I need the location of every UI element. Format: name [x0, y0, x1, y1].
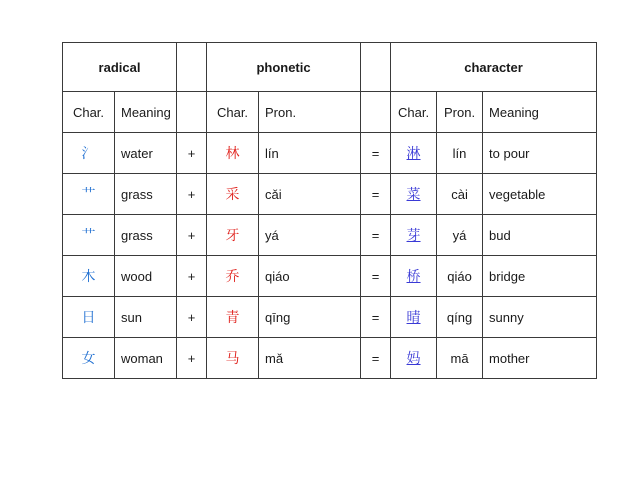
phonetic-pron-cell: qīng: [259, 297, 361, 338]
subheader-character-pron: Pron.: [437, 92, 483, 133]
phonetic-char-cell: 马: [207, 338, 259, 379]
character-pron-cell: lín: [437, 133, 483, 174]
phonetic-char-cell: 采: [207, 174, 259, 215]
character-meaning-cell: to pour: [483, 133, 597, 174]
subheader-spacer-plus: [177, 92, 207, 133]
subheader-phonetic-char: Char.: [207, 92, 259, 133]
character-pron-cell: mā: [437, 338, 483, 379]
radical-char-cell: 氵: [63, 133, 115, 174]
plus-operator: +: [177, 297, 207, 338]
group-header-spacer-plus: [177, 43, 207, 92]
equals-operator: =: [361, 297, 391, 338]
phonetic-pron-cell: qiáo: [259, 256, 361, 297]
character-pron-cell: cài: [437, 174, 483, 215]
phonetic-pron-cell: lín: [259, 133, 361, 174]
equals-operator: =: [361, 174, 391, 215]
radical-char-cell: 艹: [63, 174, 115, 215]
plus-operator: +: [177, 133, 207, 174]
subheader-radical-char: Char.: [63, 92, 115, 133]
phonetic-pron-cell: yá: [259, 215, 361, 256]
radical-char-cell: 日: [63, 297, 115, 338]
character-meaning-cell: sunny: [483, 297, 597, 338]
plus-operator: +: [177, 174, 207, 215]
character-link[interactable]: 菜: [391, 174, 437, 215]
phonetic-char-cell: 青: [207, 297, 259, 338]
plus-operator: +: [177, 256, 207, 297]
plus-operator: +: [177, 215, 207, 256]
character-meaning-cell: mother: [483, 338, 597, 379]
phonetic-char-cell: 林: [207, 133, 259, 174]
table-row: [63, 256, 597, 297]
table-row: [63, 338, 597, 379]
group-header-character: character: [391, 43, 597, 92]
subheader-spacer-equals: [361, 92, 391, 133]
radical-meaning-cell: woman: [115, 338, 177, 379]
character-link[interactable]: 桥: [391, 256, 437, 297]
equals-operator: =: [361, 256, 391, 297]
equals-operator: =: [361, 338, 391, 379]
equals-operator: =: [361, 215, 391, 256]
group-header-phonetic: phonetic: [207, 43, 361, 92]
radical-meaning-cell: grass: [115, 174, 177, 215]
radical-meaning-cell: wood: [115, 256, 177, 297]
subheader-character-char: Char.: [391, 92, 437, 133]
radical-meaning-cell: water: [115, 133, 177, 174]
phonetic-char-cell: 牙: [207, 215, 259, 256]
equals-operator: =: [361, 133, 391, 174]
table-row: [63, 215, 597, 256]
plus-operator: +: [177, 338, 207, 379]
phonetic-pron-cell: mǎ: [259, 338, 361, 379]
subheader-row: [63, 92, 597, 133]
character-link[interactable]: 妈: [391, 338, 437, 379]
character-link[interactable]: 晴: [391, 297, 437, 338]
radical-char-cell: 木: [63, 256, 115, 297]
character-link[interactable]: 淋: [391, 133, 437, 174]
subheader-phonetic-pron: Pron.: [259, 92, 361, 133]
radical-phonetic-table: [62, 42, 597, 379]
radical-meaning-cell: grass: [115, 215, 177, 256]
radical-char-cell: 女: [63, 338, 115, 379]
group-header-row: [63, 43, 597, 92]
phonetic-char-cell: 乔: [207, 256, 259, 297]
subheader-character-meaning: Meaning: [483, 92, 597, 133]
character-meaning-cell: bud: [483, 215, 597, 256]
character-pron-cell: yá: [437, 215, 483, 256]
table-row: [63, 133, 597, 174]
character-pron-cell: qíng: [437, 297, 483, 338]
character-link[interactable]: 芽: [391, 215, 437, 256]
group-header-spacer-equals: [361, 43, 391, 92]
character-pron-cell: qiáo: [437, 256, 483, 297]
table-row: [63, 174, 597, 215]
radical-meaning-cell: sun: [115, 297, 177, 338]
group-header-radical: radical: [63, 43, 177, 92]
phonetic-pron-cell: cǎi: [259, 174, 361, 215]
radical-char-cell: 艹: [63, 215, 115, 256]
character-meaning-cell: bridge: [483, 256, 597, 297]
character-meaning-cell: vegetable: [483, 174, 597, 215]
subheader-radical-meaning: Meaning: [115, 92, 177, 133]
table-row: [63, 297, 597, 338]
